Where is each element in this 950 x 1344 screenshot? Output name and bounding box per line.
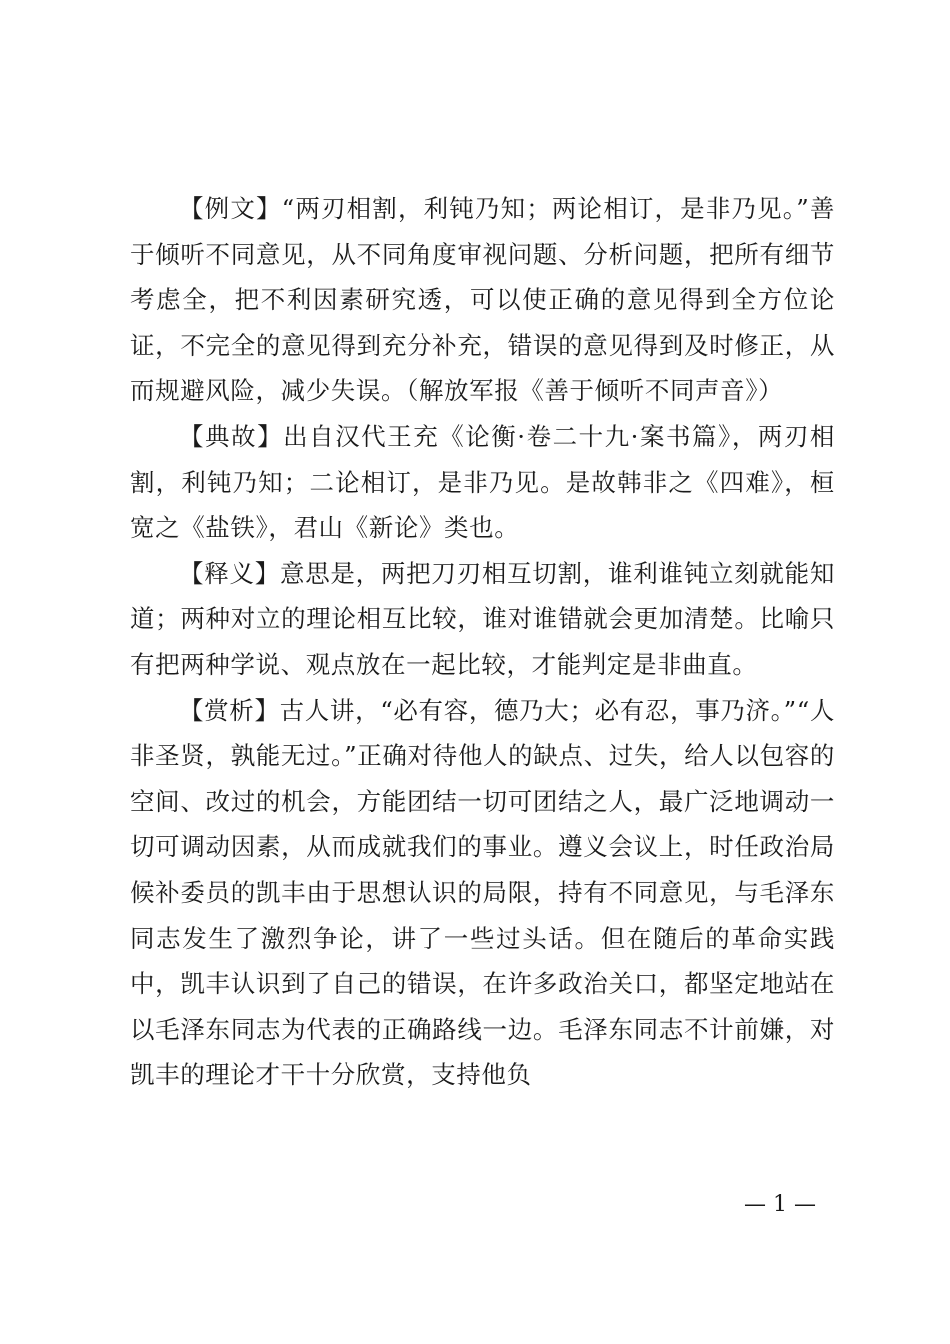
document-body [130,186,835,1098]
paragraph-label: 【典故】 [179,421,284,451]
paragraph-example [130,186,835,414]
paragraph-text: 出自汉代王充《论衡·卷二十九·案书篇》，两刃相割，利钝乃知；二论相订，是非乃见。是故韩非之《四难》，桓宽之《盐铁》，君山《新论》类也。 [130,421,835,543]
paragraph-label: 【例文】 [179,194,282,223]
paragraph-explanation [130,551,835,688]
paragraph-appreciation [130,688,835,1098]
paragraph-text: “两刃相割，利钝乃知；两论相订，是非乃见。”善于倾听不同意见，从不同角度审视问题、分析问题，把所有细节考虑全，把不利因素研究透，可以使正确的意见得到全方位论证，不完全的意见得到充分补充，错误的意见得到及时修正，从而规避风险，减少失误。（解放军报《善于倾听不同声音》） [130,194,835,406]
page-number: — 1 — [744,1192,816,1217]
paragraph-text: 意思是，两把刀刃相互切割，谁利谁钝立刻就能知道；两种对立的理论相互比较，谁对谁错就会更加清楚。比喻只有把两种学说、观点放在一起比较，才能判定是非曲直。 [130,558,835,679]
paragraph-text: 古人讲，“必有容，德乃大；必有忍，事乃济。”“人非圣贤，孰能无过。”正确对待他人的缺点、过失，给人以包容的空间、改过的机会，方能团结一切可团结之人，最广泛地调动一切可调动因素，从而成就我们的事业。遵义会议上，时任政治局候补委员的凯丰由于思想认识的局限，持有不同意见，与毛泽东同志发生了激烈争论，讲了一些过头话。但在随后的革命实践中，凯丰认识到了自己的错误，在许多政治关口，都坚定地站在以毛泽东同志为代表的正确路线一边。毛泽东同志不计前嫌，对凯丰的理论才干十分欣赏，支持他负 [130,695,835,1090]
paragraph-allusion [130,414,835,551]
paragraph-label: 【释义】 [179,558,280,588]
paragraph-label: 【赏析】 [179,695,280,725]
